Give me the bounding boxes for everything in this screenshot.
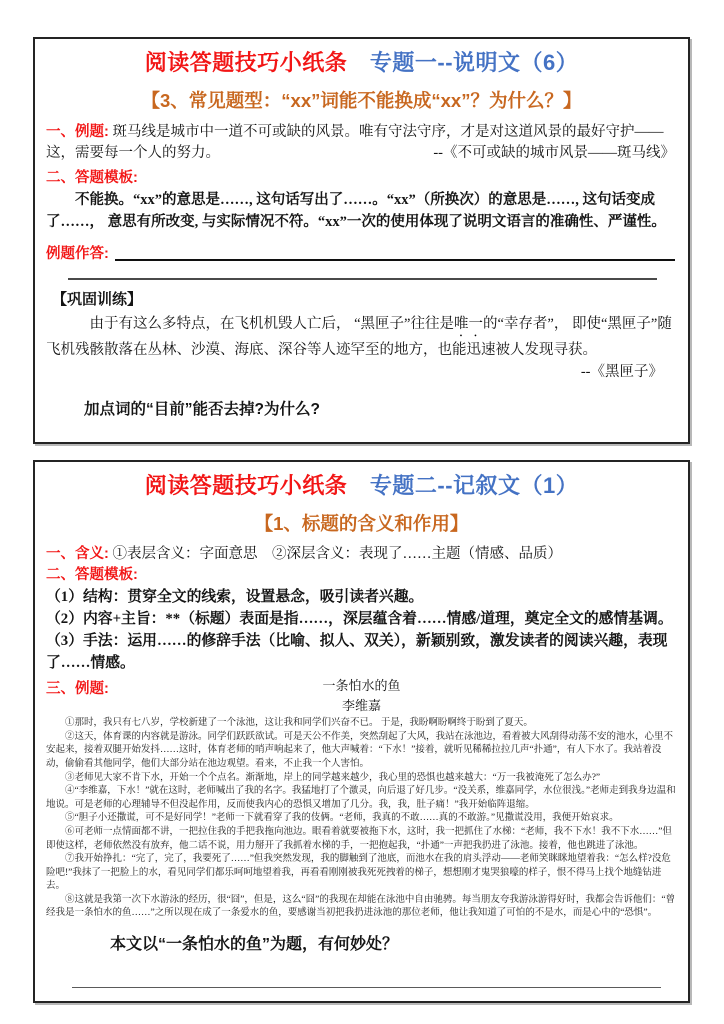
- template-label: 二、答题模板:: [46, 170, 138, 187]
- meaning-text: ①表层含义：字面意思 ②深层含义：表现了……主题（情感、品质）: [112, 545, 562, 562]
- template-label: 二、答题模板:: [46, 567, 138, 584]
- template-item-content: （2）内容+主旨：**（标题）表面是指……，深层蕴含着……情感/道理，奠定全文的感情基调。: [46, 611, 673, 628]
- story-paragraph: ③老师见大家不肯下水，开始一个个点名。渐渐地，岸上的同学越来越少，我心里的恐惧也越来越大：“万一我被淹死了怎么办?”: [65, 772, 601, 783]
- template-text: 不能换。“xx”的意思是……, 这句话写出了……。“xx”（所换次）的意思是……, 这句话变成了……， 意思有所改变, 与实际情况不符。“xx”一次的使用体现了说明文语言的准确性、严谨性。: [46, 191, 666, 230]
- story-paragraph: ⑦我开始挣扎：“完了，完了，我要死了……”但我突然发现，我的脚触到了池底，而池水在我的肩头浮动——老师笑眯眯地望着我：“怎么样?没危险吧!”我抹了一把脸上的水，看见同学们都乐呵呵地望着我，再看看刚刚被我死死拽着的梯子，想想刚才鬼哭狼嚎的样子，恨不得马上找个地缝钻进去。: [46, 854, 671, 892]
- practice-source: --《黑匣子》: [580, 364, 663, 381]
- story-paragraph: ⑧这就是我第一次下水游泳的经历，很“囧”，但是，这么“囧”的我现在却能在泳池中自由驰骋。每当朋友夸我游泳游得好时，我都会告诉他们：“曾经我是一条怕水的鱼……”之所以现在成了一条爱水的鱼，要感谢当初把我扔进泳池的那位老师，他让我知道了可怕的不是水，而是心中的“恐惧”。: [46, 894, 676, 919]
- example-label: 一、例题:: [46, 123, 109, 140]
- story-paragraph: ②这天，体育课的内容就是游泳。同学们跃跃欲试。可是天公不作美，突然刮起了大风，我站在泳池边，看着被大风刮得动荡不安的池水，心里不安起来，接着双腿开始发抖……这时，体育老师的哨声响起来了，他大声喊着：“下水！”接着，就听见稀稀拉拉几声“扑通”，有人下水了。我站着没动，偷偷看其他同学，他们大部分站在池边观望。看来，不止我一个人害怕。: [46, 731, 674, 770]
- template-item-technique: （3）手法：运用……的修辞手法（比喻、拟人、双关），新颖别致，激发读者的阅读兴趣，表现了……情感。: [46, 632, 668, 671]
- page-title: [46, 471, 677, 501]
- answer-line-2: [60, 988, 663, 1003]
- practice-question: 加点词的“目前”能否去掉?为什么?: [84, 400, 320, 418]
- page-title: [46, 48, 677, 78]
- template-item-structure: （1）结构：贯穿全文的线索，设置悬念，吸引读者兴趣。: [46, 589, 424, 606]
- story-body: [46, 717, 677, 921]
- answer-blank-line: [115, 244, 675, 262]
- story-title: 一条怕水的鱼: [322, 677, 401, 693]
- example-row: [46, 677, 677, 697]
- practice-passage: [46, 314, 677, 362]
- series-title: 阅读答题技巧小纸条: [144, 50, 348, 75]
- emphasized-word: 唯一: [454, 316, 483, 333]
- topic-title: 专题二--记叙文（1）: [369, 473, 579, 498]
- answer-blank-row: [46, 242, 677, 263]
- question-type-heading: 【1、标题的含义和作用】: [254, 512, 469, 534]
- practice-text-after: 的“幸存者”， 即使“黑匣子”随飞机残骸散落在丛林、沙漠、海底、深谷等人迹罕至的地方，也能迅速被人发现寻获。: [46, 316, 672, 359]
- example-text: 斑马线是城市中一道不可或缺的风景。唯有守法守序，才是对这道风景的最好守护——这，需要每一个人的努力。: [46, 123, 664, 162]
- example-label: 三、例题:: [46, 680, 109, 697]
- question-type-heading: 【3、常见题型：“xx”词能不能换成“xx”？为什么？】: [141, 89, 582, 111]
- series-title: 阅读答题技巧小纸条: [144, 473, 348, 498]
- story-paragraph: ①那时，我只有七八岁，学校新建了一个泳池，这让我和同学们兴奋不已。 于是，我盼啊盼啊终于盼到了夏天。: [65, 718, 533, 729]
- story-paragraph: ④“李维嘉，下水！”就在这时，老师喊出了我的名字。我猛地打了个激灵，向后退了好几步。“没关系，维嘉同学，水位很浅。”老师走到我身边温和地说。可是老师的心理辅导不但没起作用，反而使我内心的恐惧又增加了几分。我，我，肚子痛！”我开始临阵退缩。: [46, 786, 676, 810]
- meaning-row: [46, 544, 677, 566]
- worksheet-card-narrative: [33, 460, 690, 1003]
- section-divider: [68, 278, 657, 280]
- answer-line-1: [66, 427, 661, 444]
- answer-label: 例题作答:: [46, 246, 109, 263]
- answer-line-1: [72, 954, 661, 988]
- story-paragraph: ⑥可老师一点情面都不讲，一把拉住我的手把我拖向池边。眼看着就要被拖下水，这时，我一把抓住了水梯：“老师，我不下水！我不下水……”但即使这样，老师依然没有放弃，他二话不说，用力掰开了我抓着水梯的手，一把抱起我，“扑通”一声把我扔进了泳池。接着，他也跳进了泳池。: [46, 826, 672, 851]
- practice-header: 【巩固训练】: [52, 291, 143, 309]
- practice-text-before: 由于有这么多特点，在飞机机毁人亡后， “黑匣子”往往是: [89, 316, 454, 333]
- topic-title: 专题一--说明文（6）: [369, 50, 579, 75]
- meaning-label: 一、含义:: [46, 545, 109, 562]
- example-paragraph: [46, 122, 677, 166]
- story-question: 本文以“一条怕水的鱼”为题，有何妙处？: [110, 935, 399, 953]
- story-author: 李维嘉: [341, 697, 381, 713]
- story-paragraph: ⑤“胆子小还撒谎，可不是好同学！”老师一下就看穿了我的伎俩。“老师，我真的不敢……真的不敢游。”见撒谎没用，我便开始哀求。: [65, 813, 619, 824]
- example-source: --《不可或缺的城市风景——斑马线》: [433, 145, 675, 162]
- worksheet-card-expository: [33, 37, 690, 444]
